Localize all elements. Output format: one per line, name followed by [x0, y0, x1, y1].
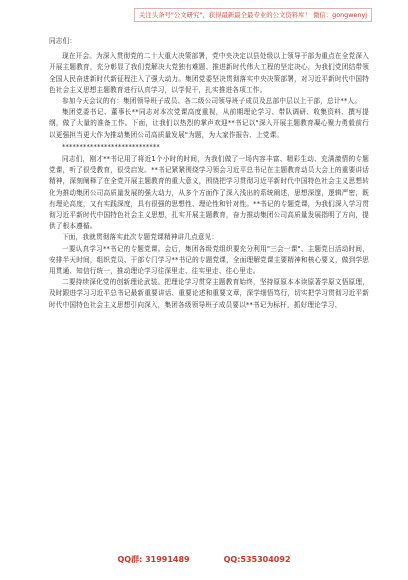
- paragraph-6: 一要认真学习**书记的专题党课。会后，集团各级党组织要充分利用"三会一课"、主题党日活动时间，安排半天时间，组织党员、干部专门学习**书记的专题党课，全面理解党课主要精神和核心要义，做到学思用贯通、知信行统一，推动理论学习往深里走、往实里走、往心里走。: [49, 244, 369, 276]
- document-body: [49, 36, 369, 311]
- salutation: 同志们：: [49, 37, 77, 45]
- paragraph-1: 现在开会。为深入贯彻党的二十大重大决策部署，党中央决定以县处级以上领导干部为重点在全党深入开展主题教育，充分彰显了我们党解决大党独有难题、推进新时代伟大工程的坚定决心，为我们党团结带领全国人民奋进新时代新征程注入了强大动力。集团党委坚决贯彻落实中央决策部署，对习近平新时代中国特色社会主义思想主题教育进行认真学习，以学促干，扎实推进各项工作。: [49, 52, 369, 94]
- paragraph-4: 同志们，刚才**书记用了将近1个小时的时间，为我们做了一场内容丰富、精彩生动、充满激情的专题党课，听了很受教育，很受启发。**书记紧紧围绕学习领会习近平总书记在主题教育动员大会上的重要讲话精神，深刻阐释了在全党开展主题教育的重大意义，围绕把学习贯彻习近平新时代中国特色社会主义思想转化为推动集团公司高质量发展的强大动力，从多个方面作了深入浅出的系统阐述，思想深邃，逻辑严密，既有理论高度，又有实践深度，具有很强的思想性、理论性和针对性。**书记的专题党课，为我们深入学习贯彻习近平新时代中国特色社会主义思想，扎实开展主题教育，奋力推动集团公司高质量发展指明了方向，提供了根本遵循。: [49, 155, 369, 231]
- banner-text: 关注头条号"公文研究"，获得最新最全最专业的公文资料库！ 微信：gongwenyj: [134, 8, 372, 22]
- separator-stars: ****************************: [62, 142, 160, 151]
- paragraph-7: 二要持续深化党的创新理论武装。把理论学习贯穿主题教育始终，坚持原原本本读原著学原文悟原理，及时跟进学习习近平总书记最新重要讲话、重要论述和重要文章，深学细悟笃行，切实把学习贯彻习近平新时代中国特色社会主义思想引向深入，集团各级领导班子成员要以**书记为标杆，抓好理论学习、: [49, 278, 369, 309]
- footer-qq: QQ:535304092: [223, 555, 291, 564]
- paragraph-2: 参加今天会议的有：集团领导班子成员、各二级公司领导班子成员及总部中层以上干部，总计**人。: [62, 97, 362, 106]
- footer-contacts: [0, 552, 408, 568]
- paragraph-3: 集团党委书记、董事长**同志对本次党课高度重视，从前期理论学习、带队调研、收集资料、撰写提纲，做了大量的准备工作。下面，让我们以热烈的掌声欢迎**书记以"深入开展主题教育凝心聚力勇毅前行以更强担当更大作为推动集团公司高质量发展"为题，为大家作报告、上党课。: [49, 108, 369, 139]
- footer-qq-group: QQ群: 31991489: [117, 555, 190, 564]
- paragraph-5: 下面，我就贯彻落实此次专题党课精神讲几点意见：: [62, 233, 219, 242]
- header-banner: [0, 8, 408, 22]
